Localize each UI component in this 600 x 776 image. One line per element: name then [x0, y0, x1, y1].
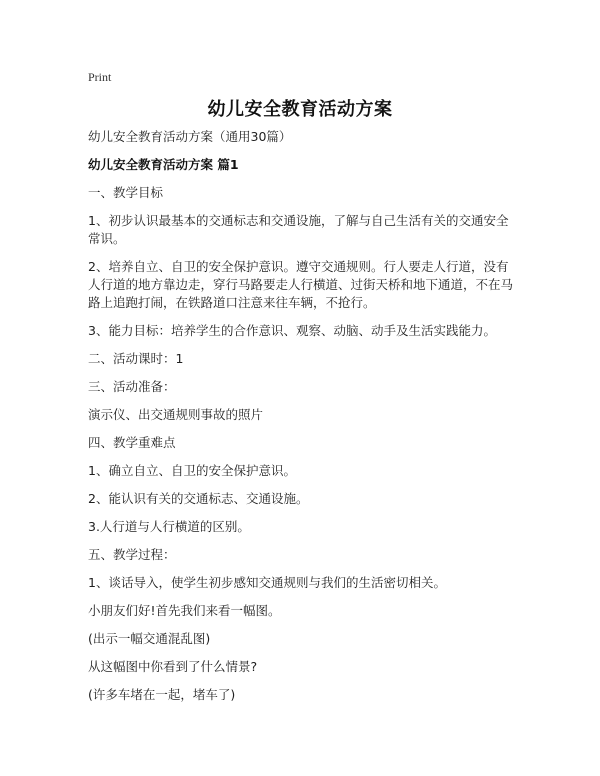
paragraph: 1、谈话导入，使学生初步感知交通规则与我们的生活密切相关。	[88, 575, 446, 590]
paragraph: 四、教学重难点	[88, 435, 176, 450]
paragraph: 演示仪、出交通规则事故的照片	[88, 407, 264, 422]
section-heading: 幼儿安全教育活动方案 篇1	[88, 157, 239, 172]
subtitle: 幼儿安全教育活动方案（通用30篇）	[88, 129, 292, 144]
paragraph: 小朋友们好!首先我们来看一幅图。	[88, 603, 281, 618]
paragraph: 一、教学目标	[88, 185, 164, 200]
paragraph: 1、确立自立、自卫的安全保护意识。	[88, 463, 296, 478]
paragraph: 2、能认识有关的交通标志、交通设施。	[88, 491, 309, 506]
paragraph: 1、初步认识最基本的交通标志和交通设施，了解与自己生活有关的交通安全常识。	[88, 213, 509, 246]
print-label[interactable]: Print	[88, 70, 112, 84]
paragraph: (出示一幅交通混乱图)	[88, 631, 211, 646]
paragraph: 二、活动课时：1	[88, 351, 184, 366]
paragraph: 2、培养自立、自卫的安全保护意识。遵守交通规则。行人要走人行道，没有人行道的地方靠边走，穿行马路要走人行横道、过街天桥和地下通道，不在马路上追跑打闹，在铁路道口注意来往车辆，不抢行。	[88, 259, 514, 310]
paragraph: 3、能力目标：培养学生的合作意识、观察、动脑、动手及生活实践能力。	[88, 323, 496, 338]
paragraph: (许多车堵在一起，堵车了)	[88, 687, 236, 702]
paragraph: 三、活动准备：	[88, 379, 176, 394]
paragraph: 五、教学过程：	[88, 547, 176, 562]
document-title: 幼儿安全教育活动方案	[207, 99, 393, 120]
paragraph: 3.人行道与人行横道的区别。	[88, 519, 250, 534]
paragraph: 从这幅图中你看到了什么情景?	[88, 659, 258, 674]
document-body	[88, 128, 518, 714]
